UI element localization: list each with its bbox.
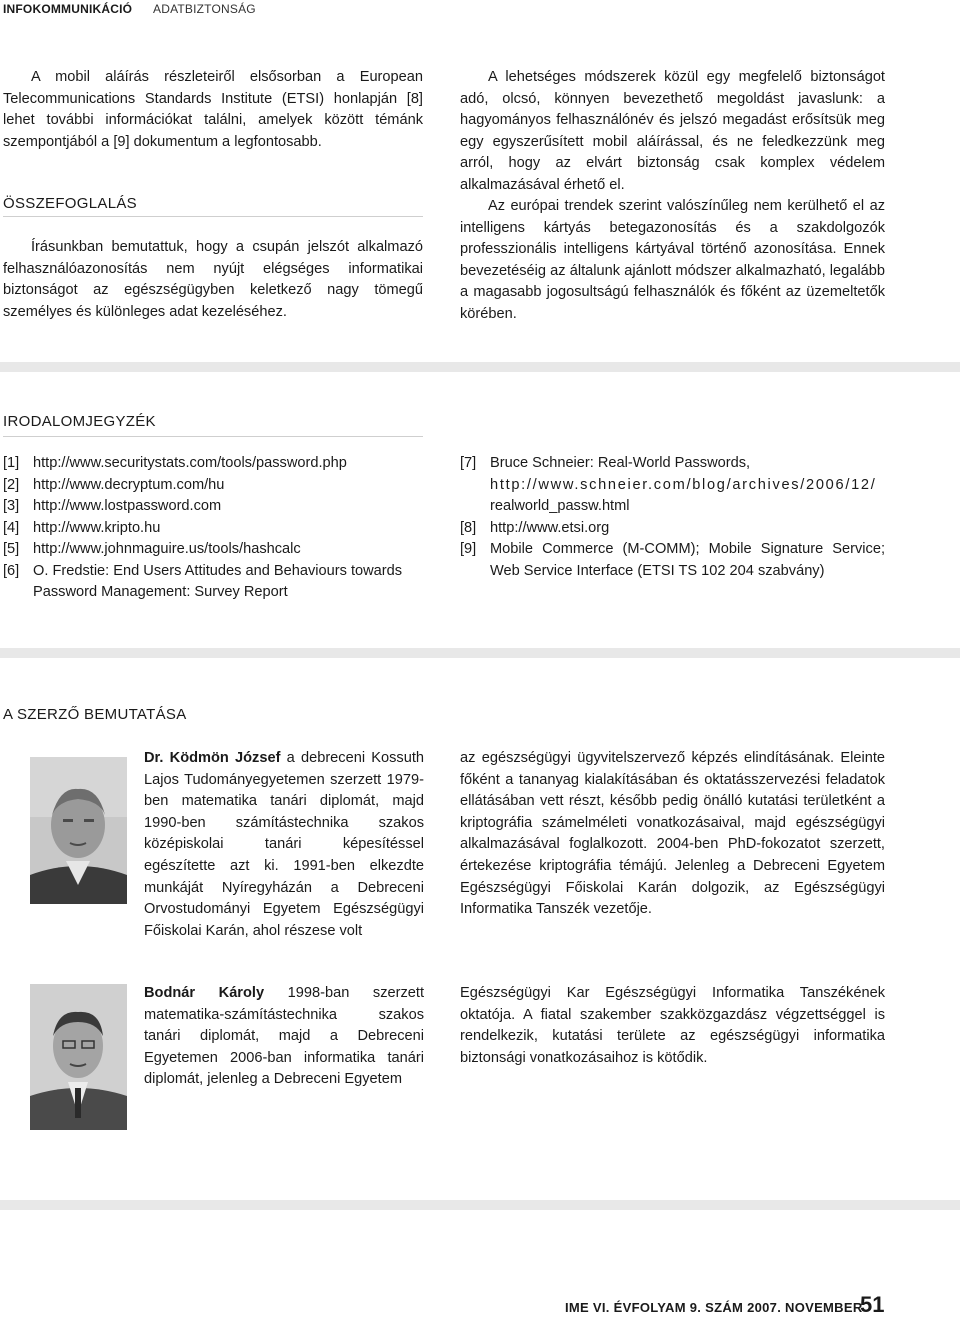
section-label: INFOKOMMUNIKÁCIÓ (3, 2, 133, 16)
authors-heading: A SZERZŐ BEMUTATÁSA (3, 706, 187, 723)
author-photo-bodnar (30, 984, 127, 1130)
right-paragraph-1: A lehetséges módszerek közül egy megfelelő biztonságot adó, olcsó, könnyen bevezethető megoldást javaslunk: a hagyományos felhasználónév és jelszó megadást erősítsük meg egy egyszerűsített mobil aláírással, és ne feledkezzünk meg arról, hogy az elvárt biztonság csak komplex védelem alkalmazásával érhető el. (460, 69, 885, 193)
reference-item: [7] Bruce Schneier: Real-World Passwords, http://www.schneier.com/blog/archives/2006/12/ realworld_passw.html (460, 455, 877, 514)
page-number: 51 (860, 1292, 885, 1317)
intro-paragraph: A mobil aláírás részleteiről elsősorban a European Telecommunications Standards Institute (ETSI) honlapján [8] lehet további információkat találni, amelyek között témánk szempontjából a [9] dokumentum a legfontosabb. (3, 69, 423, 150)
author1-bio-left-text: a debreceni Kossuth Lajos Tudományegyetemen szerzett 1979-ben matematika tanári diplomát, majd 1990-ben számítástechnika szakos középiskolai tanári képesítéssel egészítette azt ki. 1991-ben elkezdte munkáját Nyíregyházán a Debreceni Orvostudományi Egyetem Egészségügyi Főiskolai Karán, ahol részese volt (144, 750, 424, 939)
references-rule (3, 436, 423, 437)
right-paragraph-2: Az európai trendek szerint valószínűleg nem kerülhető el az intelligens kártyás betegazonosítás és a szakdolgozók professzionális intelligens kártyával történő azonosítása. Ennek bevezetéséig az általunk ajánlott módszer alkalmazható, legalább a magasabb jogosultságú felhasználók és főként az üzemeltetők körében. (460, 198, 885, 322)
references-list-right (460, 453, 885, 582)
separator-band-2 (0, 648, 960, 658)
author2-bio-right: Egészségügyi Kar Egészségügyi Informatika Tanszékének oktatója. A fiatal szakember szakközgazdász végzettséggel is rendelkezik, kutatási területe az egészségügyi informatika biztonsági vonatkozásaihoz is kötődik. (460, 985, 885, 1066)
author1-name: Dr. Ködmön József (144, 750, 281, 766)
reference-item: [1] http://www.securitystats.com/tools/password.php (3, 455, 347, 471)
reference-item: [2] http://www.decryptum.com/hu (3, 476, 225, 493)
subsection-label: ADATBIZTONSÁG (153, 2, 256, 16)
references-list-left (3, 453, 433, 604)
reference-item: [8] http://www.etsi.org (460, 519, 610, 536)
author1-bio-left (144, 748, 424, 942)
separator-band-1 (0, 362, 960, 372)
summary-heading: ÖSSZEFOGLALÁS (3, 195, 137, 212)
reference-item: [4] http://www.kripto.hu (3, 519, 161, 536)
separator-band-3 (0, 1200, 960, 1210)
author2-name: Bodnár Károly (144, 985, 265, 1001)
references-heading: IRODALOMJEGYZÉK (3, 413, 156, 430)
author1-bio-right: az egészségügyi ügyvitelszervező képzés elindításának. Eleinte főként a tananyag kialakításában és oktatásszervezési feladatok ellátásában vett részt, később pedig önálló kutatási területként a kriptográfia számelméleti vonatkozásaival, majd egészségügyi alkalmazásával foglalkozott. 2004-ben PhD-fokozatot szerzett, értekezése kriptográfia témájú. Jelenleg a Debreceni Egyetem Egészségügyi Főiskolai Karán dolgozik, az Egészségügyi Informatika Tanszék vezetője. (460, 750, 885, 918)
author-photo-kodmon (30, 757, 127, 904)
summary-rule (3, 216, 423, 217)
portrait-bodnar-image (30, 984, 127, 1130)
author2-bio-left (144, 983, 424, 1091)
reference-item: [6] O. Fredstie: End Users Attitudes and Behaviours towards Password Management: Survey Report (3, 562, 403, 600)
author2-bio-left-text: 1998-ban szerzett matematika-számítástechnika szakos tanári diplomát, majd a Debreceni Egyetemen 2006-ban informatika tanári diplomát, jelenleg a Debreceni Egyetem (144, 985, 424, 1088)
reference-item: [9] Mobile Commerce (M-COMM); Mobile Signature Service; Web Service Interface (ETSI TS 102 204 szabvány) (460, 541, 885, 579)
reference-item: [3] http://www.lostpassword.com (3, 498, 222, 514)
summary-paragraph: Írásunkban bemutattuk, hogy a csupán jelszót alkalmazó felhasználóazonosítás nem nyújt elégséges informatikai biztonságot az egészségügyben keletkező nagy tömegű személyes és különleges adat kezeléséhez. (3, 239, 423, 320)
portrait-kodmon-image (30, 757, 127, 904)
reference-item: [5] http://www.johnmaguire.us/tools/hashcalc (3, 541, 301, 557)
journal-issue: IME VI. ÉVFOLYAM 9. SZÁM 2007. NOVEMBER (565, 1300, 863, 1315)
